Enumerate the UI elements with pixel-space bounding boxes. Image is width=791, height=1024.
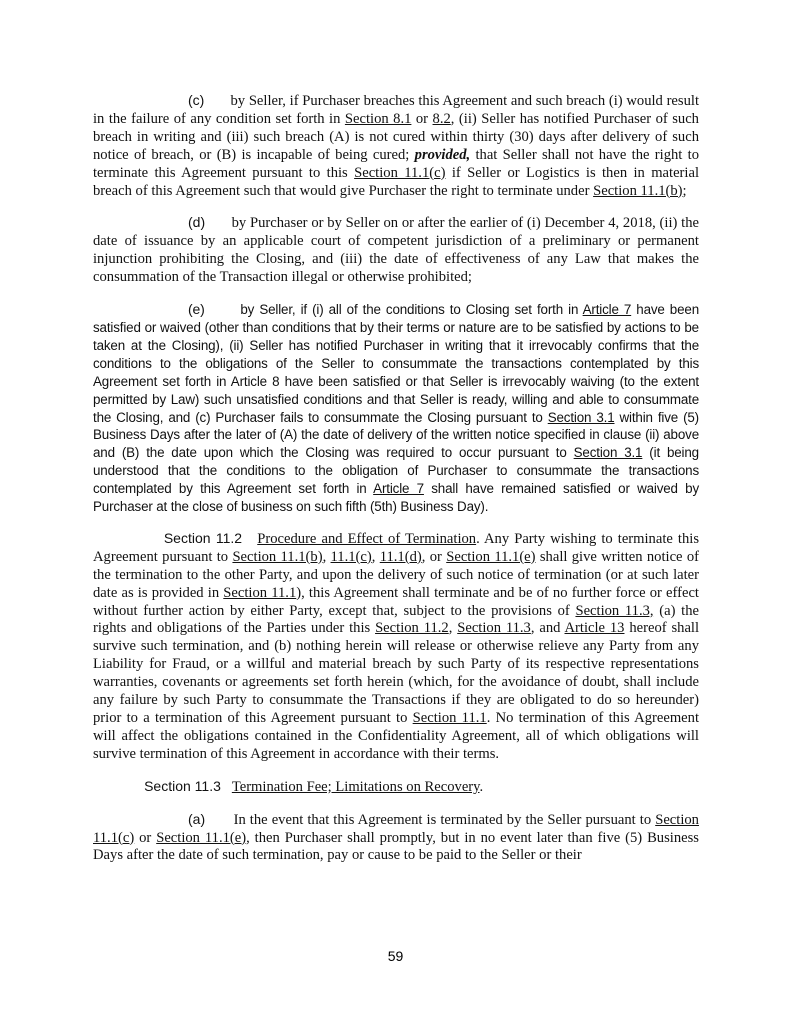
ref-section-3-1-b[interactable]: Section 3.1 [573,445,643,461]
ref-section-11-1-e-2[interactable]: Section 11.1(e) [156,829,247,846]
ref-section-11-2[interactable]: Section 11.2 [375,620,449,637]
ref-article-7-b[interactable]: Article 7 [373,481,424,497]
clause-c-paragraph: (c) by Seller, if Purchaser breaches this Agreement and such breach (i) would result in the failure of any condition set forth in Section 8.1 or 8.2, (ii) Seller has notified Purchaser of such breach in writing and (iii) such breach (A) is not cured within thirty (30) days after delivery of such notice of breach, or (B) is incapable of being cured; provided, that Seller shall not have the right to terminate this Agreement pursuant to this Section 11.1(c) if Seller or Logistics is then in material breach of this Agreement such that would give Purchaser the right to terminate under Section 11.1(b); [93,92,700,199]
ref-section-8-2[interactable]: 8.2 [432,110,451,127]
ref-section-11-1-b[interactable]: Section 11.1(b) [593,182,683,199]
clause-d-label: (d) [188,214,206,231]
ref-section-8-1[interactable]: Section 8.1 [344,110,412,127]
ref-section-11-1-b-3[interactable]: Section 11.1 [412,710,487,726]
provided-emphasis: provided, [414,146,471,163]
ref-section-11-1-c[interactable]: Section 11.1(c) [354,164,446,181]
section-11-2-label: Section 11.2 [163,529,243,546]
section-11-2-paragraph: Section 11.2 Procedure and Effect of Termination. Any Party wishing to terminate this Agreement pursuant to Section 11.1(b), 11.1(c), 11.1(d), or Section 11.1(e) shall give written notice of the termination to the other Party, and upon the delivery of such notice of termination (or at such later date as is provided in Section 11.1), this Agreement shall terminate and be of no further force or effect without further action by either Party, except that, subject to the provisions of Section 11.3, (a) the rights and obligations of the Parties under this Section 11.2, Section 11.3, and Article 13 hereof shall survive such termination, and (b) nothing herein will release or otherwise relieve any Party from any Liability for Fraud, or a willful and material breach by such Party of its respective representations warranties, covenants or agreements set forth herein (which, for the avoidance of doubt, shall include any failure by such Party to consummate the Transactions if they are obligated to do so hereunder) prior to a termination of this Agreement pursuant to Section 11.1. No termination of this Agreement will affect the obligations contained in the Confidentiality Agreement, all of which obligations will survive termination of this Agreement in accordance with their terms. [93,529,700,762]
section-11-3-heading-line: Section 11.3 Termination Fee; Limitations on Recovery. [144,777,484,795]
section-11-3-heading: Termination Fee; Limitations on Recovery [231,778,480,795]
clause-e-label: (e) [188,301,205,318]
ref-article-7[interactable]: Article 7 [582,302,632,318]
section-11-2-heading: Procedure and Effect of Termination [257,530,477,547]
ref-section-11-1[interactable]: Section 11.1 [223,584,297,601]
ref-11-1-c[interactable]: 11.1(c) [330,548,372,565]
ref-section-11-1-c-2[interactable]: Section 11.1(c) [93,811,699,846]
section-11-3-label: Section 11.3 [144,777,221,794]
clause-c-label: (c) [188,92,205,108]
document-page [93,92,699,865]
ref-article-13[interactable]: Article 13 [564,620,625,637]
ref-11-1-d[interactable]: 11.1(d) [379,548,422,565]
clause-d-paragraph: (d) by Purchaser or by Seller on or after the earlier of (i) December 4, 2018, (ii) the date of issuance by an applicable court of competent jurisdiction of a preliminary or permanent injunction prohibiting the Closing, and (iii) the date of effectiveness of any Law that makes the consummation of the Transaction illegal or otherwise prohibited; [93,214,699,286]
ref-section-11-1-b-2[interactable]: Section 11.1(b) [232,548,323,565]
ref-section-11-3[interactable]: Section 11.3, [575,602,654,619]
clause-a-paragraph: (a) In the event that this Agreement is terminated by the Seller pursuant to Section 11.1(c) or Section 11.1(e), then Purchaser shall promptly, but in no event later than five (5) Business Days after the date of such termination, pay or cause to be paid to the Seller or their [93,810,699,864]
clause-e-paragraph: (e) by Seller, if (i) all of the conditions to Closing set forth in Article 7 have been satisfied or waived (other than conditions that by their terms or nature are to be satisfied by actions to be taken at the Closing), (ii) Seller has notified Purchaser in writing that it irrevocably confirms that the conditions to the obligations of the Seller to consummate the transactions contemplated by this Agreement set forth in Article 8 have been satisfied or that Seller is irrevocably waiving (to the extent permitted by Law) such unsatisfied conditions and that Seller is ready, willing and able to consummate the Closing, and (c) Purchaser fails to consummate the Closing pursuant to Section 3.1 within five (5) Business Days after the later of (A) the date of delivery of the written notice specified in clause (ii) above and (B) the date upon which the Closing was required to occur pursuant to Section 3.1 (it being understood that the conditions to the obligation of Purchaser to consummate the transactions contemplated by this Agreement set forth in Article 7 shall have remained satisfied or waived by Purchaser at the close of business on such fifth (5th) Business Day). [93,301,700,515]
ref-section-3-1[interactable]: Section 3.1 [547,409,615,425]
page-number: 59 [387,948,404,964]
clause-a-label: (a) [188,810,206,827]
ref-section-11-1-e[interactable]: Section 11.1(e) [446,548,536,565]
ref-section-11-3-b[interactable]: Section 11.3 [457,620,531,637]
